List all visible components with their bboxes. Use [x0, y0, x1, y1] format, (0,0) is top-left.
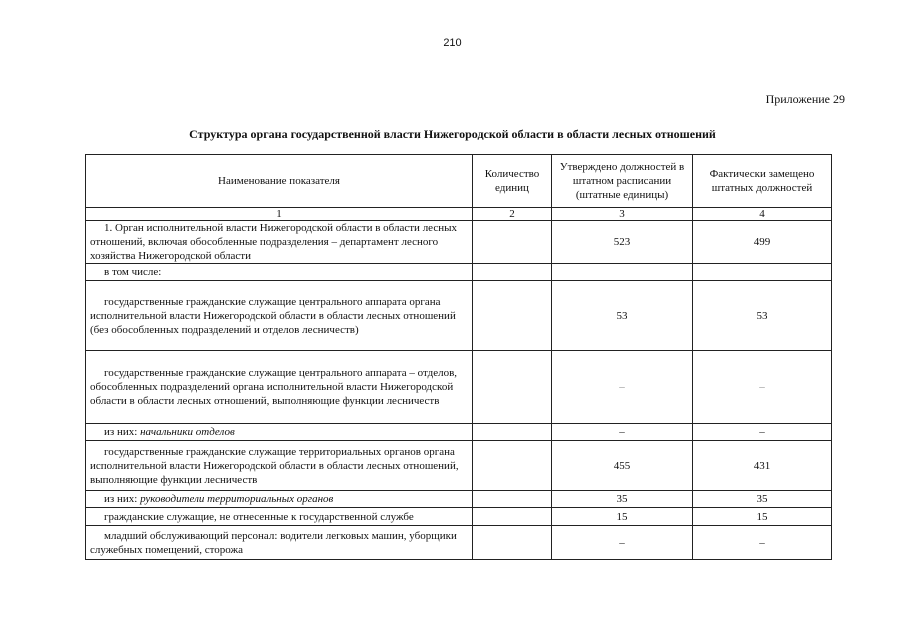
row-count — [473, 264, 552, 281]
row-filled: 15 — [693, 508, 832, 526]
column-number: 4 — [693, 208, 832, 221]
row-name: государственные гражданские служащие центрального аппарата органа исполнительной власти Нижегородской области в области лесных отношений (без обособленных подразделений и отделов лесничеств) — [86, 281, 473, 351]
row-approved: 53 — [552, 281, 693, 351]
table-row — [86, 264, 832, 281]
table-row — [86, 281, 832, 351]
row-name-italic: руководители территориальных органов — [140, 493, 334, 505]
row-count — [473, 281, 552, 351]
row-name: государственные гражданские служащие территориальных органов органа исполнительной власти Нижегородской области в области лесных отношений, выполняющие функции лесничеств — [86, 441, 473, 491]
header-unit-count: Количество единиц — [473, 155, 552, 208]
row-filled: 53 — [693, 281, 832, 351]
row-name-italic: начальники отделов — [140, 426, 235, 438]
row-approved: – — [552, 351, 693, 424]
row-name: младший обслуживающий персонал: водители легковых машин, уборщики служебных помещений, сторожа — [86, 526, 473, 560]
header-approved-positions: Утверждено должностей в штатном расписании (штатные единицы) — [552, 155, 693, 208]
table-row — [86, 424, 832, 441]
document-title: Структура органа государственной власти Нижегородской области в области лесных отношений — [189, 127, 716, 141]
row-count — [473, 441, 552, 491]
header-indicator-name: Наименование показателя — [86, 155, 473, 208]
row-filled: 499 — [693, 221, 832, 264]
row-filled: 35 — [693, 491, 832, 508]
table-row — [86, 526, 832, 560]
table-row — [86, 441, 832, 491]
column-number-row — [86, 208, 832, 221]
appendix-label: Приложение 29 — [765, 92, 845, 106]
row-name-prefix: из них: — [104, 426, 141, 438]
row-approved: 35 — [552, 491, 693, 508]
row-approved: 523 — [552, 221, 693, 264]
row-count — [473, 526, 552, 560]
row-name: в том числе: — [86, 264, 473, 281]
table-row — [86, 508, 832, 526]
column-number: 1 — [86, 208, 473, 221]
table-header-row — [86, 155, 832, 208]
row-name: гражданские служащие, не отнесенные к государственной службе — [86, 508, 473, 526]
row-count — [473, 424, 552, 441]
row-approved: – — [552, 424, 693, 441]
column-number: 3 — [552, 208, 693, 221]
row-count — [473, 221, 552, 264]
row-name — [86, 491, 473, 508]
table-row — [86, 491, 832, 508]
row-count — [473, 491, 552, 508]
row-name — [86, 424, 473, 441]
row-count — [473, 508, 552, 526]
row-name: 1. Орган исполнительной власти Нижегородской области в области лесных отношений, включая обособленные подразделения – департамент лесного хозяйства Нижегородской области — [86, 221, 473, 264]
row-filled: – — [693, 424, 832, 441]
row-filled: – — [693, 351, 832, 424]
table-row — [86, 221, 832, 264]
row-filled: 431 — [693, 441, 832, 491]
structure-table — [85, 154, 832, 560]
column-number: 2 — [473, 208, 552, 221]
row-filled: – — [693, 526, 832, 560]
row-approved: 455 — [552, 441, 693, 491]
page-number: 210 — [443, 37, 462, 49]
row-approved: 15 — [552, 508, 693, 526]
row-name: государственные гражданские служащие центрального аппарата – отделов, обособленных подразделений органа исполнительной власти Нижегородской области в области лесных отношений, выполняющие функции лесничеств — [86, 351, 473, 424]
table-row — [86, 351, 832, 424]
row-count — [473, 351, 552, 424]
header-filled-positions: Фактически замещено штатных должностей — [693, 155, 832, 208]
row-approved — [552, 264, 693, 281]
row-name-prefix: из них: — [104, 493, 141, 505]
row-filled — [693, 264, 832, 281]
row-approved: – — [552, 526, 693, 560]
